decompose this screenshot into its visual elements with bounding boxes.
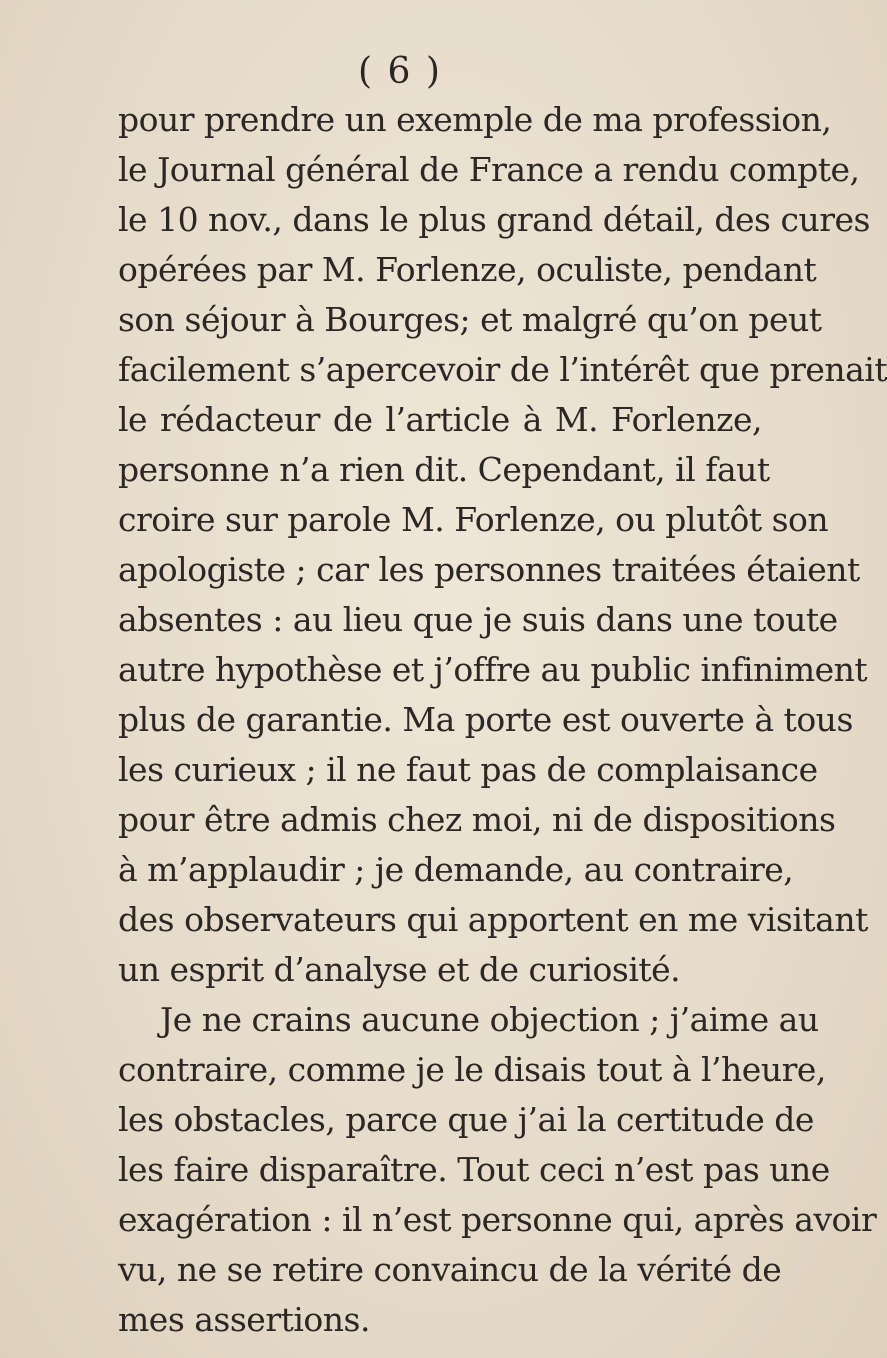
text-line: plus de garantie. Ma porte est ouverte à tous [118, 700, 853, 739]
text-line: un esprit d’analyse et de curiosité. [118, 950, 681, 989]
text-line: son séjour à Bourges; et malgré qu’on peut [118, 300, 822, 339]
text-line: vu, ne se retire convaincu de la vérité de [118, 1250, 782, 1289]
text-line: apologiste ; car les personnes traitées étaient [118, 550, 860, 589]
text-line: pour prendre un exemple de ma profession, [118, 100, 832, 139]
text-line: absentes : au lieu que je suis dans une toute [118, 600, 838, 639]
text-line: le rédacteur de l’article à M. Forlenze, [118, 400, 762, 439]
text-line: opérées par M. Forlenze, oculiste, pendant [118, 250, 817, 289]
text-line: des observateurs qui apportent en me visitant [118, 900, 868, 939]
text-line: contraire, comme je le disais tout à l’heure, [118, 1050, 826, 1089]
text-line: exagération : il n’est personne qui, après avoir [118, 1200, 877, 1239]
text-line: les obstacles, parce que j’ai la certitude de [118, 1100, 814, 1139]
text-line: le Journal général de France a rendu compte, [118, 150, 860, 189]
text-line: facilement s’apercevoir de l’intérêt que prenait [118, 350, 887, 389]
text-line: les curieux ; il ne faut pas de complaisance [118, 750, 818, 789]
text-line: autre hypothèse et j’offre au public infiniment [118, 650, 868, 689]
text-line: pour être admis chez moi, ni de dispositions [118, 800, 836, 839]
text-line: mes assertions. [118, 1300, 370, 1339]
text-line: le 10 nov., dans le plus grand détail, des cures [118, 200, 870, 239]
text-line: personne n’a rien dit. Cependant, il faut [118, 450, 770, 489]
page-number: ( 6 ) [358, 51, 442, 92]
text-line: à m’applaudir ; je demande, au contraire, [118, 850, 794, 889]
text-line: croire sur parole M. Forlenze, ou plutôt son [118, 500, 829, 539]
text-line: les faire disparaître. Tout ceci n’est pas une [118, 1150, 830, 1189]
text-line: Je ne crains aucune objection ; j’aime au [160, 1000, 819, 1039]
